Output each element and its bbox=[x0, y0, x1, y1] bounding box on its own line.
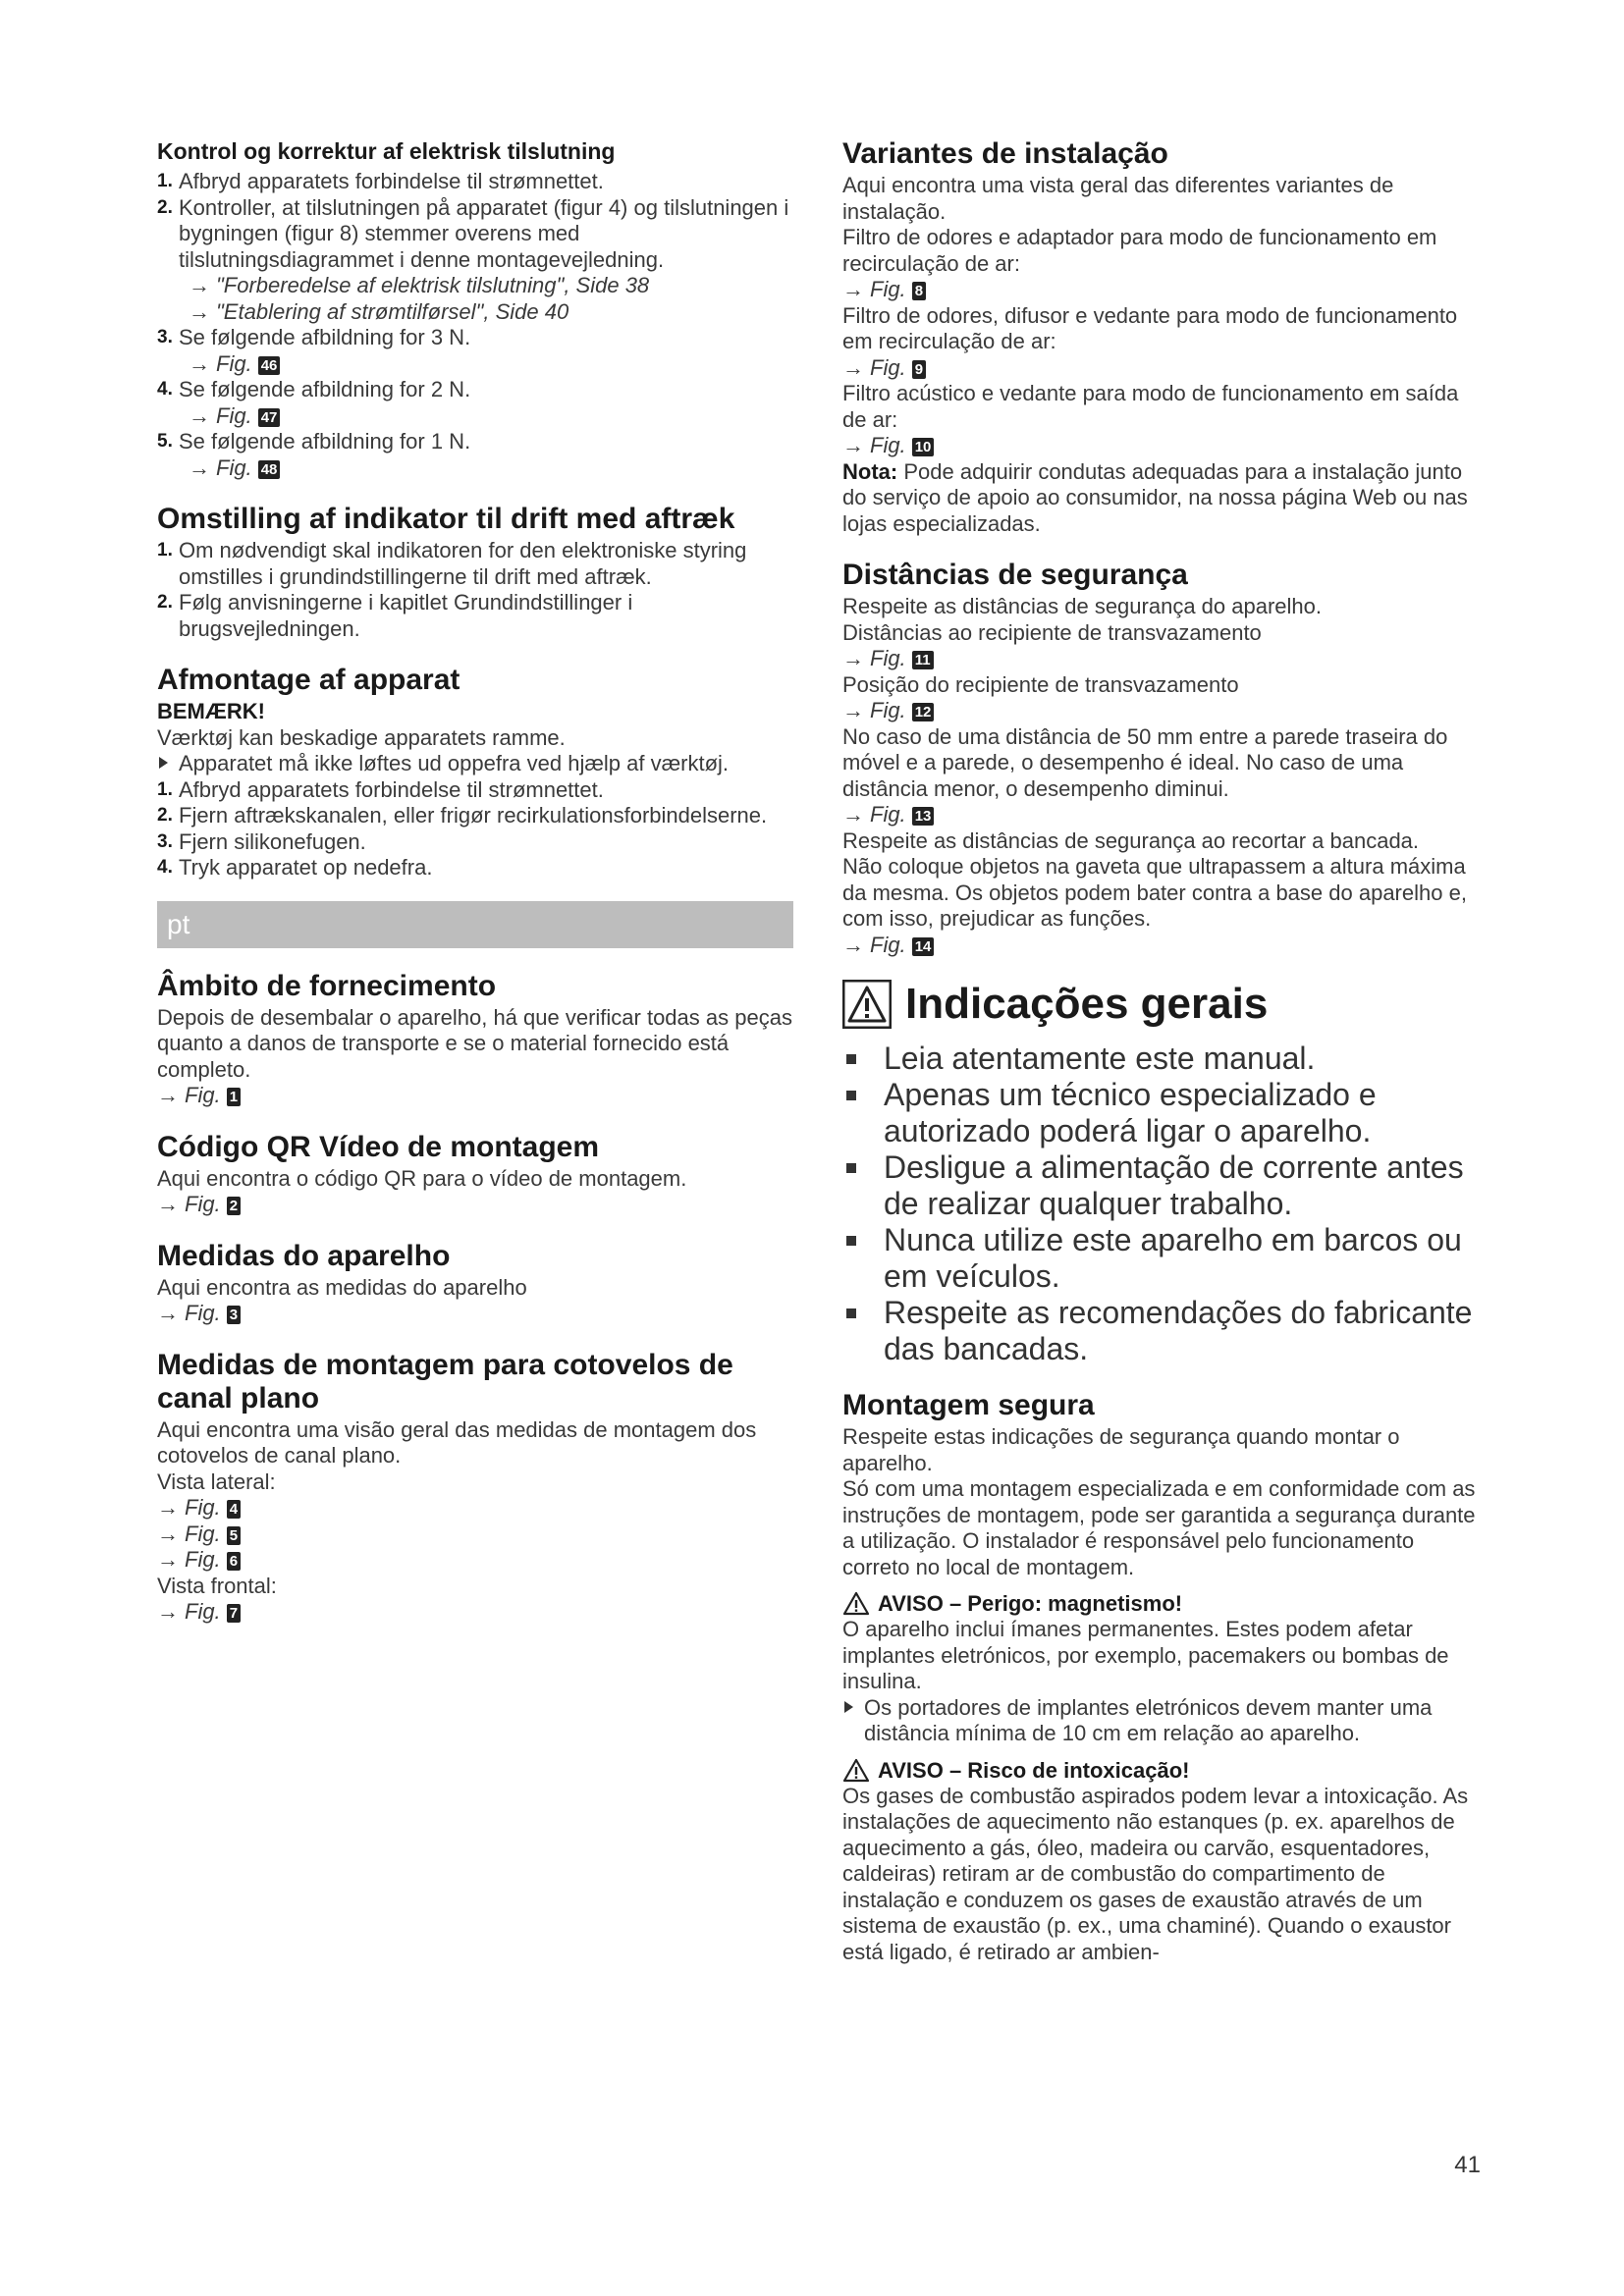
fig-ref-46: → Fig. 46 bbox=[179, 351, 793, 378]
list-item: Nunca utilize este aparelho em barcos ou em veículos. bbox=[842, 1222, 1481, 1295]
list-item: Respeite as recomendações do fabricante das bancadas. bbox=[842, 1295, 1481, 1367]
section-title-afmontage: Afmontage af apparat bbox=[157, 664, 460, 696]
fig-ref-10: → Fig. 10 bbox=[842, 433, 1481, 459]
fig-ref-9: → Fig. 9 bbox=[842, 355, 1481, 382]
section-title-omstilling: Omstilling af indikator til drift med aftræk bbox=[157, 503, 735, 535]
variante-c: Filtro acústico e vedante para modo de funcionamento em saída de ar: bbox=[842, 381, 1459, 432]
warning-intoxicacao: AVISO – Risco de intoxicação! bbox=[842, 1757, 1481, 1784]
variantes-intro: Aqui encontra uma vista geral das diferentes variantes de instalação. bbox=[842, 173, 1394, 224]
section-title-montagem-segura: Montagem segura bbox=[842, 1389, 1095, 1421]
distancias-line-2: Distâncias ao recipiente de transvazamento bbox=[842, 619, 1262, 645]
distancias-line-4: No caso de uma distância de 50 mm entre a parede traseira do móvel e a parede, o desempenho é ideal. No caso de uma distância menor, o desempenho diminui. bbox=[842, 723, 1448, 801]
note-bullet: Apparatet må ikke løftes ud oppefra ved hjælp af værktøj. bbox=[157, 751, 793, 777]
fig-ref-47: → Fig. 47 bbox=[179, 403, 793, 430]
warning-magnetismo-text: O aparelho inclui ímanes permanentes. Estes podem afetar implantes eletrónicos, por exemplo, pacemakers ou bombas de insulina. bbox=[842, 1617, 1449, 1693]
section-title-medidas: Medidas do aparelho bbox=[157, 1239, 451, 1272]
vista-frontal: Vista frontal: bbox=[157, 1573, 277, 1598]
vista-lateral: Vista lateral: bbox=[157, 1468, 276, 1494]
fig-ref-13: → Fig. 13 bbox=[842, 802, 1481, 828]
square-bullet-icon bbox=[846, 1054, 856, 1064]
triangle-bullet-icon bbox=[159, 757, 168, 769]
medidas-text: Aqui encontra as medidas do aparelho bbox=[157, 1274, 527, 1300]
section-title-medidas-montagem: Medidas de montagem para cotovelos de canal plano bbox=[157, 1348, 733, 1415]
ambito-text: Depois de desembalar o aparelho, há que verificar todas as peças quanto a danos de transporte e se o material fornecido está completo. bbox=[157, 1004, 792, 1082]
step-1: 1. Afbryd apparatets forbindelse til strømnettet. bbox=[157, 776, 604, 802]
section-title-indicacoes: Indicações gerais bbox=[842, 980, 1481, 1029]
warning-intoxicacao-text: Os gases de combustão aspirados podem levar a intoxicação. As instalações de aquecimento não estanques (p. ex. aparelhos de aquecimento a gás, óleo, madeira ou carvão, esquentadores, caldeiras) retiram ar de combustão do compartimento de instalação e conduzem os gases de exaustão através de um sistema de exaustão (p. ex., uma chaminé). Quando o exaustor está ligado, é retirado ar ambien- bbox=[842, 1783, 1469, 1964]
note-text: Værktøj kan beskadige apparatets ramme. bbox=[157, 724, 566, 750]
step-3: 3. Fjern silikonefugen. bbox=[157, 828, 366, 854]
kontrol-steps bbox=[157, 169, 793, 481]
step-1: 1. Om nødvendigt skal indikatoren for den elektroniske styring omstilles i grundindstillingerne til drift med aftræk. bbox=[157, 538, 747, 589]
page-number: 41 bbox=[1454, 2152, 1481, 2178]
distancias-line-3: Posição do recipiente de transvazamento bbox=[842, 671, 1239, 697]
section-title-ambito: Âmbito de fornecimento bbox=[157, 969, 497, 1002]
fig-ref-3: → Fig. 3 bbox=[157, 1301, 793, 1327]
section-title-distancias: Distâncias de segurança bbox=[842, 559, 1188, 591]
ref-line-1: → "Forberedelse af elektrisk tilslutning", Side 38 bbox=[189, 273, 650, 297]
fig-ref-12: → Fig. 12 bbox=[842, 698, 1481, 724]
fig-ref-8: → Fig. 8 bbox=[842, 277, 1481, 303]
step-4: 4. Tryk apparatet op nedefra. bbox=[157, 855, 433, 880]
fig-ref-11: → Fig. 11 bbox=[842, 646, 1481, 672]
list-item: Desligue a alimentação de corrente antes de realizar qualquer trabalho. bbox=[842, 1149, 1481, 1222]
note-label: BEMÆRK! bbox=[157, 699, 265, 723]
ref-line-2: → "Etablering af strømtilførsel", Side 40 bbox=[189, 298, 569, 324]
afmontage-steps bbox=[157, 777, 793, 881]
warning-magnetismo-bullet: Os portadores de implantes eletrónicos devem manter uma distância mínima de 10 cm em relação ao aparelho. bbox=[842, 1695, 1481, 1747]
square-bullet-icon bbox=[846, 1091, 856, 1100]
square-bullet-icon bbox=[846, 1308, 856, 1318]
warning-icon bbox=[842, 1591, 870, 1616]
fig-ref-5: → Fig. 5 bbox=[157, 1522, 793, 1548]
fig-ref-4: → Fig. 4 bbox=[157, 1495, 793, 1522]
fig-ref-6: → Fig. 6 bbox=[157, 1547, 793, 1574]
left-column bbox=[157, 137, 793, 1626]
warning-magnetismo: AVISO – Perigo: magnetismo! bbox=[842, 1590, 1481, 1617]
triangle-bullet-icon bbox=[844, 1701, 853, 1713]
language-bar: pt bbox=[157, 901, 793, 948]
warning-triangle-icon bbox=[842, 980, 892, 1029]
section-title-qr: Código QR Vídeo de montagem bbox=[157, 1130, 600, 1163]
fig-ref-1: → Fig. 1 bbox=[157, 1083, 793, 1109]
step-5: 5. Se følgende afbildning for 1 N. → Fig. 48 bbox=[157, 429, 793, 481]
list-item: Leia atentamente este manual. bbox=[842, 1041, 1481, 1077]
step-2: 2. Kontroller, at tilslutningen på apparatet (figur 4) og tilslutningen i bygningen (figur 8) stemmer overens med tilslutningsdiagrammet i denne montagevejledning. → "Forberedelse af elektrisk tilslutning", Side 38 → "Etablering af strømtilførsel", Side 40 bbox=[157, 195, 793, 326]
fig-ref-14: → Fig. 14 bbox=[842, 933, 1481, 959]
section-title-variantes: Variantes de instalação bbox=[842, 137, 1168, 170]
fig-ref-7: → Fig. 7 bbox=[157, 1599, 793, 1626]
step-4: 4. Se følgende afbildning for 2 N. → Fig. 47 bbox=[157, 377, 793, 429]
distancias-line-1: Respeite as distâncias de segurança do aparelho. bbox=[842, 594, 1322, 618]
right-column bbox=[842, 137, 1481, 1965]
step-3: 3. Se følgende afbildning for 3 N. → Fig. 46 bbox=[157, 325, 793, 377]
section-title-kontrol: Kontrol og korrektur af elektrisk tilslutning bbox=[157, 138, 616, 164]
square-bullet-icon bbox=[846, 1163, 856, 1173]
montagem-p1: Respeite estas indicações de segurança quando montar o aparelho. bbox=[842, 1424, 1400, 1475]
nota: Nota: Pode adquirir condutas adequadas para a instalação junto do serviço de apoio ao consumidor, na nossa página Web ou nas lojas especializadas. bbox=[842, 458, 1468, 536]
square-bullet-icon bbox=[846, 1236, 856, 1246]
fig-ref-48: → Fig. 48 bbox=[179, 455, 793, 482]
step-2: 2. Følg anvisningerne i kapitlet Grundindstillinger i brugsvejledningen. bbox=[157, 590, 633, 641]
montagem-p2: Só com uma montagem especializada e em conformidade com as instruções de montagem, pode ser garantida a segurança durante a utilização. O instalador é responsável pelo funcionamento correto no local de montagem. bbox=[842, 1476, 1476, 1579]
indicacoes-list bbox=[842, 1041, 1481, 1367]
step-1: 1. Afbryd apparatets forbindelse til strømnettet. bbox=[157, 169, 604, 193]
distancias-line-6: Não coloque objetos na gaveta que ultrapassem a altura máxima da mesma. Os objetos podem bater contra a base do aparelho e, com isso, prejudicar as funções. bbox=[842, 854, 1467, 931]
medidas-montagem-text: Aqui encontra uma visão geral das medidas de montagem dos cotovelos de canal plano. bbox=[157, 1416, 757, 1468]
fig-ref-2: → Fig. 2 bbox=[157, 1192, 793, 1218]
variante-a: Filtro de odores e adaptador para modo de funcionamento em recirculação de ar: bbox=[842, 225, 1437, 276]
omstilling-steps bbox=[157, 538, 793, 642]
qr-text: Aqui encontra o código QR para o vídeo de montagem. bbox=[157, 1165, 687, 1191]
list-item: Apenas um técnico especializado e autorizado poderá ligar o aparelho. bbox=[842, 1077, 1481, 1149]
distancias-line-5: Respeite as distâncias de segurança ao recortar a bancada. bbox=[842, 828, 1420, 853]
warning-icon bbox=[842, 1758, 870, 1783]
variante-b: Filtro de odores, difusor e vedante para modo de funcionamento em recirculação de ar: bbox=[842, 302, 1458, 353]
step-2: 2. Fjern aftrækskanalen, eller frigør recirkulationsforbindelserne. bbox=[157, 803, 768, 828]
